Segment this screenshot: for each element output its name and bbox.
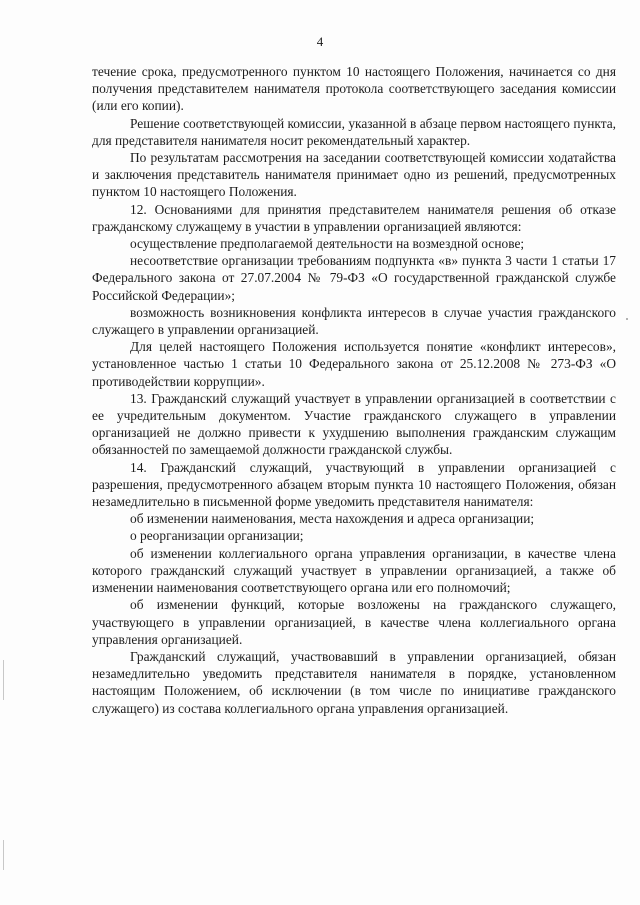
paragraph-10: 14. Гражданский служащий, участвующий в управлении организацией с разрешения, предусмотренного абзацем вторым пункта 10 настоящего Положения, обязан незамедлительно в письменной форме уведомить представителя нанимателя: bbox=[92, 459, 616, 510]
paragraph-5: осуществление предполагаемой деятельности на возмездной основе; bbox=[130, 236, 525, 252]
paragraph-1: течение срока, предусмотренного пунктом 10 настоящего Положения, начинается со дня получения представителем нанимателя протокола соответствующего заседания комиссии (или его копии). bbox=[92, 64, 616, 114]
paragraph-2: Решение соответствующей комиссии, указанной в абзаце первом настоящего пункта, для представителя нанимателя носит рекомендательный характер. bbox=[92, 115, 616, 148]
document-body bbox=[92, 63, 616, 717]
paragraph-15: Гражданский служащий, участвовавший в управлении организацией, обязан незамедлительно уведомить представителя нанимателя в порядке, установленном настоящим Положением, об исключении (в том числе по инициативе гражданского служащего) из состава коллегиального органа управления организацией. bbox=[92, 648, 616, 716]
scan-margin-mark-2 bbox=[3, 840, 4, 870]
paragraph-9: 13. Гражданский служащий участвует в управлении организацией в соответствии с ее учредительным документом. Участие гражданского служащего в управлении организацией не должно привести к ухудшению выполнения гражданским служащим обязанностей по замещаемой должности гражданской службы. bbox=[92, 390, 616, 458]
paragraph-11: об изменении наименования, места нахождения и адреса организации; bbox=[130, 511, 535, 527]
paragraph-12: о реорганизации организации; bbox=[130, 528, 304, 544]
page-number: 4 bbox=[316, 34, 324, 49]
paragraph-8: Для целей настоящего Положения используется понятие «конфликт интересов», установленное частью 1 статьи 10 Федерального закона от 25.12.2008 № 273-ФЗ «О противодействии коррупции». bbox=[92, 339, 616, 389]
paragraph-4: 12. Основаниями для принятия представителем нанимателя решения об отказе гражданскому служащему в участии в управлении организацией являются: bbox=[92, 201, 616, 234]
paragraph-14: об изменении функций, которые возложены на гражданского служащего, участвующего в управлении организацией, в качестве члена коллегиального органа управления организацией. bbox=[92, 597, 616, 647]
paragraph-13: об изменении коллегиального органа управления организации, в качестве члена которого гражданский служащий участвует в управлении организацией, а также об изменении наименования соответствующего органа или его полномочий; bbox=[92, 545, 616, 596]
paragraph-7: возможность возникновения конфликта интересов в случае участия гражданского служащего в управлении организацией. bbox=[92, 304, 616, 338]
paragraph-3: По результатам рассмотрения на заседании соответствующей комиссии ходатайства и заключения представитель нанимателя принимает одно из решений, предусмотренных пунктом 10 настоящего Положения. bbox=[92, 150, 616, 200]
scan-margin-mark-1 bbox=[3, 660, 4, 700]
paragraph-6: несоответствие организации требованиям подпункта «в» пункта 3 части 1 статьи 17 Федерального закона от 27.07.2004 № 79-ФЗ «О государственной гражданской службе Российской Федерации»; bbox=[92, 253, 616, 303]
scan-speck bbox=[626, 318, 628, 320]
